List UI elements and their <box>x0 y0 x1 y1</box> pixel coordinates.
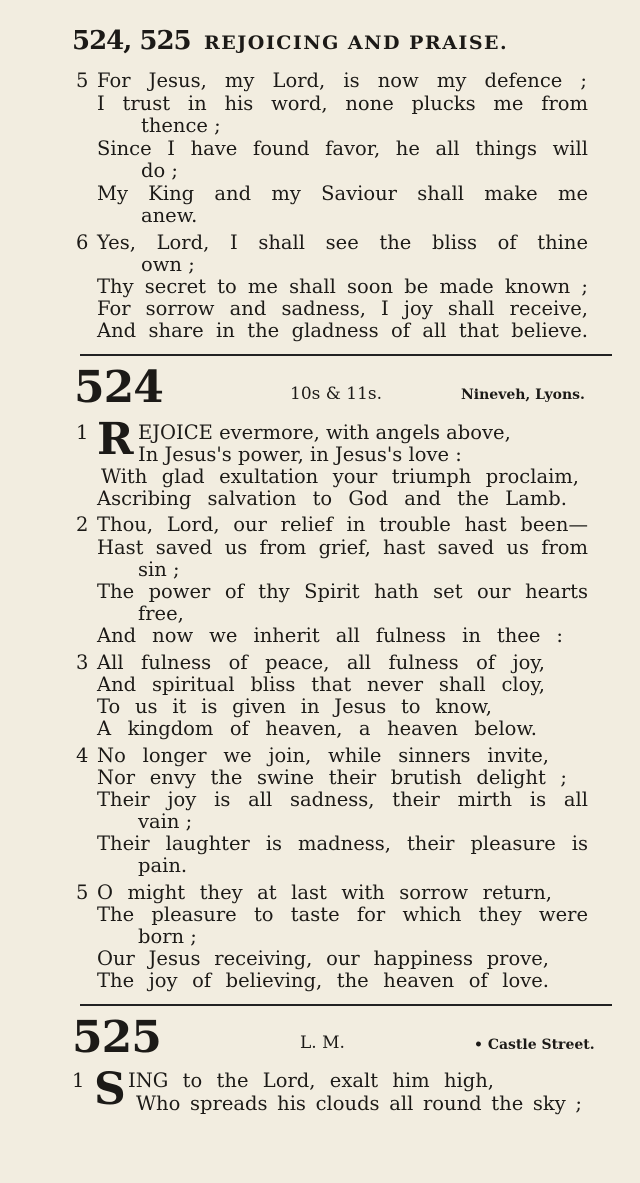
verse-line: A kingdom of heaven, a heaven below. <box>97 717 537 740</box>
verse-line: Thou, Lord, our relief in trouble hast been— <box>97 513 588 536</box>
verse-line: No longer we join, while sinners invite, <box>97 744 549 767</box>
verse-line: do ; <box>141 159 178 182</box>
verse-line: Yes, Lord, I shall see the bliss of thine <box>97 231 588 254</box>
verse-line: O might they at last with sorrow return, <box>97 881 552 904</box>
verse-line: The power of thy Spirit hath set our hearts <box>97 580 588 603</box>
verse-line: The pleasure to taste for which they were <box>97 903 588 926</box>
verse-line: thence ; <box>141 114 221 137</box>
section-divider <box>80 1004 612 1006</box>
verse-line: vain ; <box>138 810 193 833</box>
hymn-tune: • Castle Street. <box>474 1037 595 1053</box>
verse-line: own ; <box>141 253 195 276</box>
verse-line: All fulness of peace, all fulness of joy, <box>97 651 545 674</box>
verse-line: For Jesus, my Lord, is now my defence ; <box>97 69 587 92</box>
header-hymn-numbers: 524, 525 <box>72 26 191 56</box>
verse-line: anew. <box>141 204 198 227</box>
verse-line: Their laughter is madness, their pleasure is <box>97 832 588 855</box>
verse-line: In Jesus's power, in Jesus's love : <box>138 443 462 466</box>
stanza-number: 4 <box>76 744 89 767</box>
verse-line: Thy secret to me shall soon be made known ; <box>97 275 588 298</box>
stanza-number: 6 <box>76 231 89 254</box>
verse-line: With glad exultation your triumph proclaim, <box>101 465 579 488</box>
page-header <box>72 26 612 56</box>
verse-line: And share in the gladness of all that believe. <box>97 319 588 342</box>
verse-line: And now we inherit all fulness in thee : <box>97 624 563 647</box>
hymn-tune: Nineveh, Lyons. <box>461 387 585 403</box>
verse-line: For sorrow and sadness, I joy shall receive, <box>97 297 588 320</box>
verse-line: pain. <box>138 854 188 877</box>
verse-line: Ascribing salvation to God and the Lamb. <box>97 487 567 510</box>
verse-line: Hast saved us from grief, hast saved us from <box>97 536 588 559</box>
hymn-meter: L. M. <box>300 1033 345 1053</box>
verse-line: ING to the Lord, exalt him high, <box>128 1069 494 1092</box>
verse-line: To us it is given in Jesus to know, <box>97 695 492 718</box>
stanza-number: 2 <box>76 513 89 536</box>
hymn-number: 524 <box>74 362 163 413</box>
verse-line: And spiritual bliss that never shall cloy, <box>97 673 545 696</box>
stanza-number: 1 <box>72 1069 85 1092</box>
verse-line: Since I have found favor, he all things will <box>97 137 588 160</box>
verse-line: I trust in his word, none plucks me from <box>97 92 588 115</box>
stanza-number: 5 <box>76 881 89 904</box>
verse-line: free, <box>138 602 184 625</box>
verse-line: My King and my Saviour shall make me <box>97 182 588 205</box>
verse-line: EJOICE evermore, with angels above, <box>138 421 511 444</box>
hymn-meter: 10s & 11s. <box>290 384 383 404</box>
hymn-number: 525 <box>72 1012 161 1063</box>
drop-cap: S <box>94 1064 126 1115</box>
section-divider <box>80 354 612 356</box>
verse-line: Their joy is all sadness, their mirth is all <box>97 788 588 811</box>
header-title: REJOICING AND PRAISE. <box>204 32 509 54</box>
stanza-number: 5 <box>76 69 89 92</box>
drop-cap: R <box>97 414 134 465</box>
verse-line: Our Jesus receiving, our happiness prove, <box>97 947 549 970</box>
stanza-number: 1 <box>76 421 89 444</box>
stanza-number: 3 <box>76 651 89 674</box>
verse-line: The joy of believing, the heaven of love. <box>97 969 549 992</box>
verse-line: born ; <box>138 925 197 948</box>
verse-line: Nor envy the swine their brutish delight ; <box>97 766 567 789</box>
verse-line: sin ; <box>138 558 180 581</box>
verse-line: Who spreads his clouds all round the sky ; <box>136 1092 582 1115</box>
